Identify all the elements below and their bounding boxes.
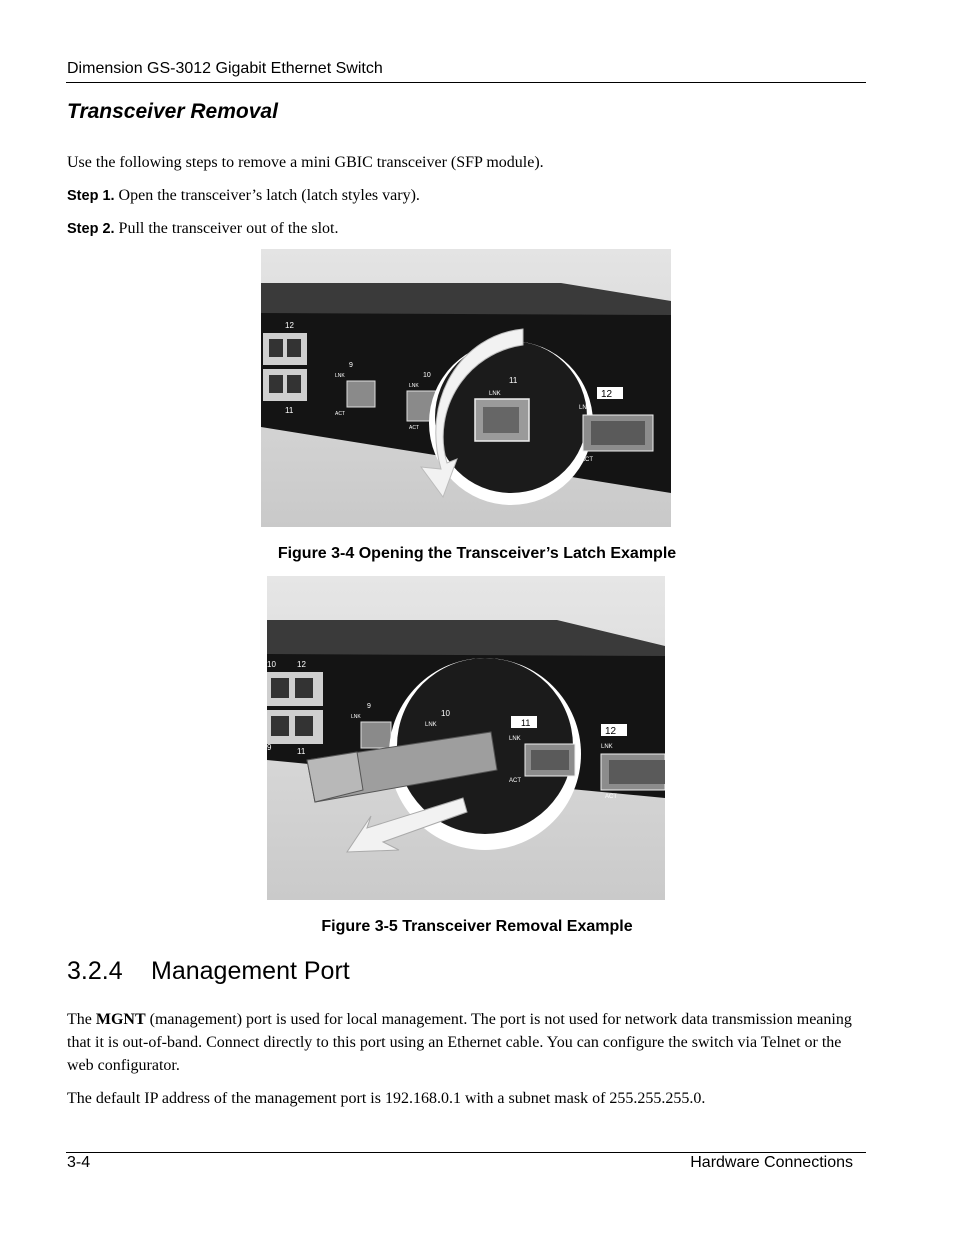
step-2-text: Pull the transceiver out of the slot.: [118, 220, 339, 237]
footer-rule: [66, 1152, 866, 1153]
step-1: [67, 184, 857, 208]
step-1-text: Open the transceiver’s latch (latch styles vary).: [118, 187, 420, 204]
led-label: ACT: [605, 794, 617, 800]
section-title-transceiver-removal: Transceiver Removal: [67, 100, 278, 123]
port-label: 11: [521, 718, 531, 728]
led-label: LNK: [489, 391, 501, 397]
port-label: 10: [423, 372, 431, 379]
port-label: 9: [367, 703, 371, 710]
port-label: 11: [285, 406, 294, 415]
port-label: 12: [285, 321, 294, 330]
step-2-label: Step 2.: [67, 221, 115, 237]
port-label: 11: [297, 747, 306, 756]
section-number: 3.2.4: [67, 957, 123, 985]
port-label: 11: [509, 376, 518, 385]
port-label: 12: [601, 389, 613, 400]
page-number: 3-4: [67, 1154, 91, 1171]
port-label: 12: [605, 726, 617, 737]
figure-3-5-image: [267, 576, 665, 900]
led-label: LNK: [351, 714, 361, 720]
led-label: LNK: [509, 736, 521, 742]
led-label: ACT: [335, 411, 345, 417]
port-label: 12: [297, 660, 306, 669]
intro-paragraph: Use the following steps to remove a mini GBIC transceiver (SFP module).: [67, 154, 544, 171]
mgmt-para1-pre: The: [67, 1011, 96, 1028]
switch-removal-illustration: [267, 576, 665, 900]
step-1-label: Step 1.: [67, 188, 115, 204]
port-label: 9: [349, 362, 353, 369]
led-label: LNK: [409, 383, 419, 389]
mgmt-para1-bold: MGNT: [95, 1011, 146, 1028]
led-label: ACT: [409, 425, 419, 431]
port-label: 9: [267, 743, 272, 752]
port-label: 10: [441, 709, 450, 718]
figure-3-4-image: [261, 249, 671, 527]
led-label: LNK: [579, 405, 591, 411]
mgmt-para1-post: (management) port is used for local management. The port is not used for network data transmission meaning that it is out-of-band. Connect directly to this port using an Ethernet cable. You can configure the switch via Telnet or the web configurator.: [67, 1011, 852, 1074]
port-label: 10: [267, 660, 276, 669]
figure-3-4-caption: Figure 3-4 Opening the Transceiver’s Latch Example: [277, 545, 677, 562]
chapter-title: Hardware Connections: [690, 1154, 853, 1171]
led-label: LNK: [601, 744, 613, 750]
led-label: ACT: [509, 778, 521, 784]
section-heading-management-port: [67, 957, 350, 986]
switch-latch-illustration: [261, 249, 671, 527]
running-header: Dimension GS-3012 Gigabit Ethernet Switch: [67, 60, 383, 77]
led-label: LNK: [335, 373, 345, 379]
figure-3-5-caption: Figure 3-5 Transceiver Removal Example: [321, 918, 633, 935]
led-label: LNK: [425, 722, 437, 728]
mgmt-paragraph-2: The default IP address of the management port is 192.168.0.1 with a subnet mask of 255.255.255.0.: [67, 1090, 706, 1107]
led-label: ACT: [581, 457, 593, 463]
mgmt-paragraph-1: [67, 1008, 867, 1077]
step-2: [67, 217, 857, 241]
header-rule: [66, 82, 866, 83]
section-title: Management Port: [151, 957, 350, 985]
